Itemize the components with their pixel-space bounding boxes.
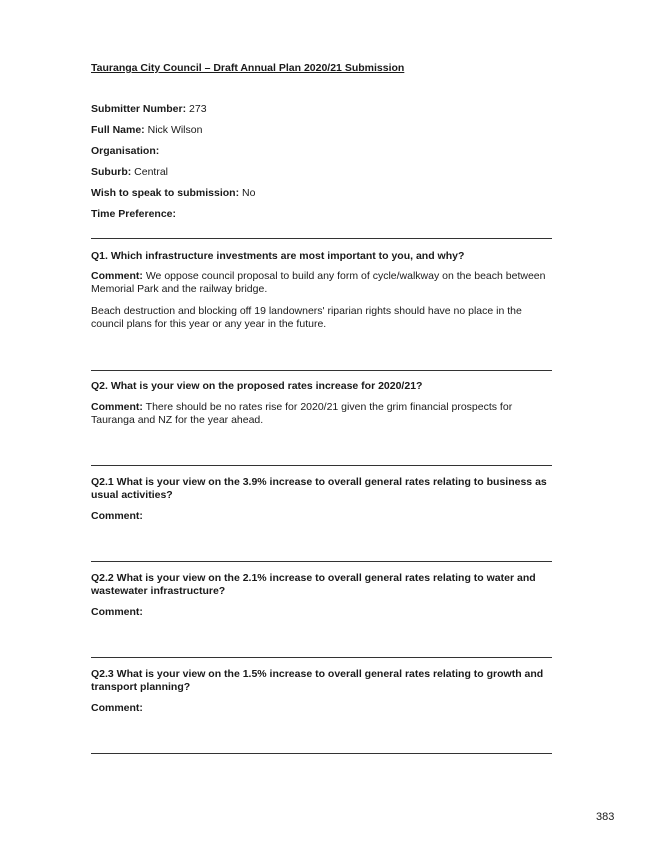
document-title: Tauranga City Council – Draft Annual Plan 2020/21 Submission <box>91 62 405 74</box>
field-label: Submitter Number: <box>91 103 187 115</box>
field-wish-to-speak <box>91 187 255 200</box>
section-divider <box>91 753 552 754</box>
section-divider <box>91 657 552 658</box>
field-suburb <box>91 166 168 179</box>
comment-q2-3 <box>91 702 553 715</box>
question-q2-1: Q2.1 What is your view on the 3.9% increase to overall general rates relating to business as usual activities? <box>91 476 547 501</box>
page-number: 383 <box>596 811 615 823</box>
field-label: Suburb: <box>91 166 132 178</box>
field-organisation <box>91 145 159 158</box>
section-divider <box>91 238 552 239</box>
comment-q1 <box>91 270 553 296</box>
comment-label: Comment: <box>91 401 143 413</box>
field-submitter-number <box>91 103 207 116</box>
comment-q2-1 <box>91 510 553 523</box>
section-divider <box>91 561 552 562</box>
comment-label: Comment: <box>91 606 143 618</box>
question-q1: Q1. Which infrastructure investments are most important to you, and why? <box>91 250 465 262</box>
comment-label: Comment: <box>91 270 143 282</box>
section-divider <box>91 370 552 371</box>
field-label: Time Preference: <box>91 208 177 220</box>
field-label: Full Name: <box>91 124 145 136</box>
comment-text: There should be no rates rise for 2020/21 given the grim financial prospects for Tauranga and NZ for the year ahead. <box>91 401 513 426</box>
comment-q2 <box>91 401 553 427</box>
question-q2-3: Q2.3 What is your view on the 1.5% increase to overall general rates relating to growth and transport planning? <box>91 668 544 693</box>
field-value: No <box>239 187 256 199</box>
comment-label: Comment: <box>91 702 143 714</box>
field-label: Wish to speak to submission: <box>91 187 240 199</box>
section-divider <box>91 465 552 466</box>
comment-q2-2 <box>91 606 553 619</box>
field-value: Nick Wilson <box>144 124 203 136</box>
comment-text: We oppose council proposal to build any form of cycle/walkway on the beach between Memorial Park and the railway bridge. <box>91 270 546 295</box>
comment-label: Comment: <box>91 510 143 522</box>
comment-q1-extra: Beach destruction and blocking off 19 landowners' riparian rights should have no place in the council plans for this year or any year in the future. <box>91 305 522 330</box>
field-full-name <box>91 124 202 137</box>
field-time-preference <box>91 208 176 221</box>
question-q2-2: Q2.2 What is your view on the 2.1% increase to overall general rates relating to water and wastewater infrastructure? <box>91 572 536 597</box>
question-q2: Q2. What is your view on the proposed rates increase for 2020/21? <box>91 380 423 392</box>
field-value: 273 <box>186 103 207 115</box>
field-value: Central <box>131 166 169 178</box>
field-label: Organisation: <box>91 145 160 157</box>
